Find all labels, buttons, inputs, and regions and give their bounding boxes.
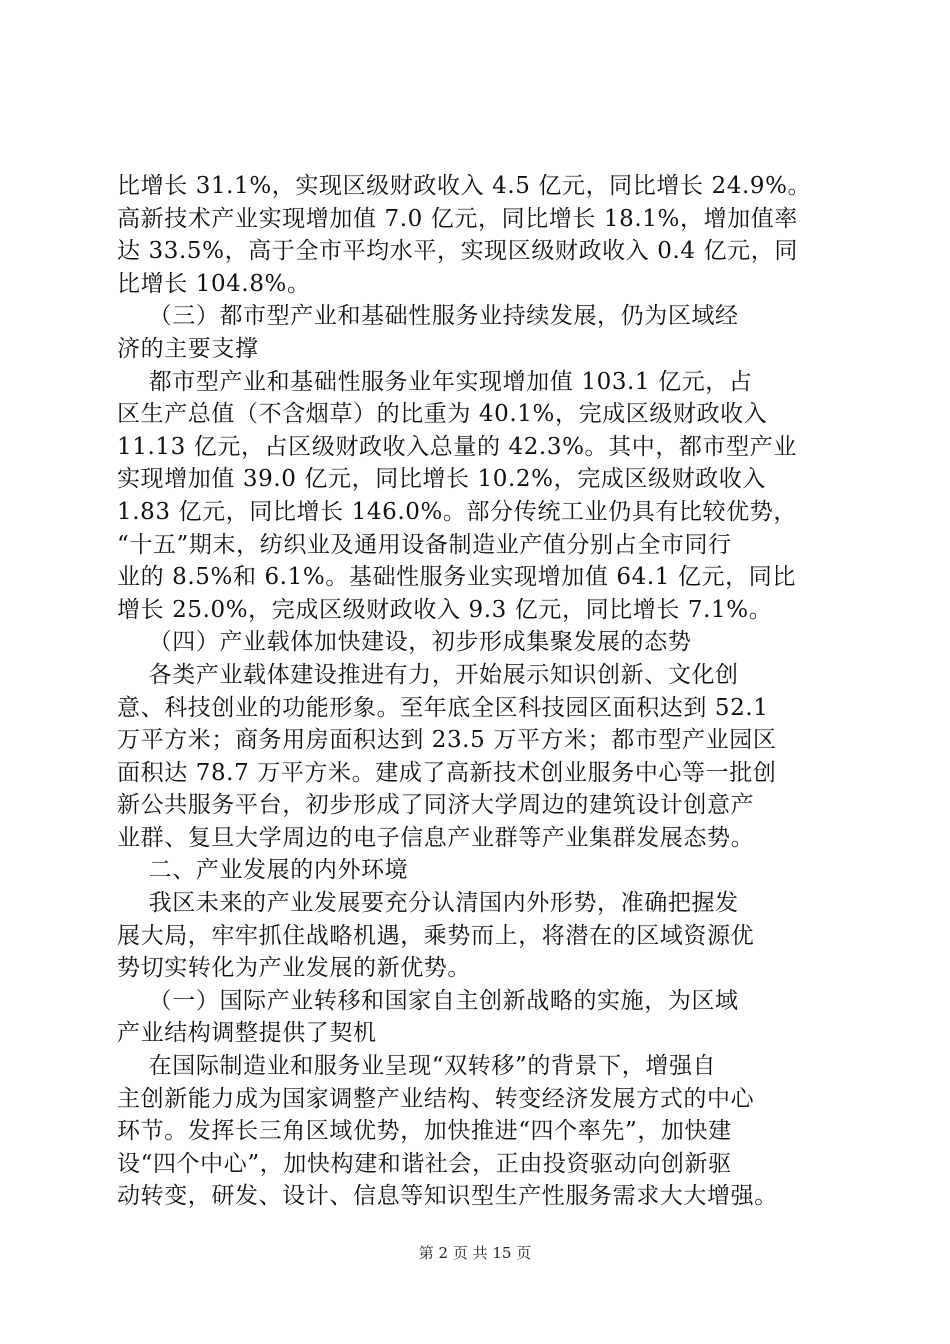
text-line: 意、科技创业的功能形象。至年底全区科技园区面积达到 52.1: [117, 694, 769, 721]
text-line: 业群、复旦大学周边的电子信息产业群等产业集群发展态势。: [117, 824, 755, 851]
text-line: 万平方米；商务用房面积达到 23.5 万平方米；都市型产业园区: [117, 727, 777, 754]
text-line: 区生产总值（不含烟草）的比重为 40.1%，完成区级财政收入: [117, 401, 768, 428]
text-line: 业的 8.5%和 6.1%。基础性服务业实现增加值 64.1 亿元，同比: [117, 564, 796, 591]
text-line: 势切实转化为产业发展的新优势。: [117, 955, 471, 982]
text-line: 新公共服务平台，初步形成了同济大学周边的建筑设计创意产: [117, 792, 755, 819]
text-line: 面积达 78.7 万平方米。建成了高新技术创业服务中心等一批创: [117, 759, 777, 786]
text-line: 展大局，牢牢抓住战略机遇，乘势而上，将潜在的区域资源优: [117, 922, 755, 949]
section-heading-line: 济的主要支撑: [117, 335, 259, 362]
section-heading-line: （三）都市型产业和基础性服务业持续发展，仍为区域经: [117, 303, 739, 330]
text-line: 比增长 104.8%。: [117, 270, 311, 297]
body-text: [117, 170, 837, 1213]
text-line: 动转变，研发、设计、信息等知识型生产性服务需求大大增强。: [117, 1183, 778, 1210]
text-line: 都市型产业和基础性服务业年实现增加值 103.1 亿元，占: [117, 368, 753, 395]
page-number-footer: 第 2 页 共 15 页: [418, 1244, 532, 1262]
text-line: 比增长 31.1%，实现区级财政收入 4.5 亿元，同比增长 24.9%。: [117, 173, 812, 199]
text-line: 设“四个中心”，加快构建和谐社会，正由投资驱动向创新驱: [117, 1150, 732, 1177]
text-line: 实现增加值 39.0 亿元，同比增长 10.2%，完成区级财政收入: [117, 466, 767, 493]
text-line: 11.13 亿元，占区级财政收入总量的 42.3%。其中，都市型产业: [117, 433, 797, 460]
section-heading-line: （四）产业载体加快建设，初步形成集聚发展的态势: [117, 629, 692, 656]
text-line: 各类产业载体建设推进有力，开始展示知识创新、文化创: [117, 661, 739, 688]
text-line: 达 33.5%，高于全市平均水平，实现区级财政收入 0.4 亿元，同: [117, 238, 798, 265]
section-heading-line: （一）国际产业转移和国家自主创新战略的实施，为区域: [117, 987, 739, 1014]
section-heading-line: 二、产业发展的内外环境: [117, 857, 409, 884]
text-line: 高新技术产业实现增加值 7.0 亿元，同比增长 18.1%，增加值率: [117, 205, 798, 232]
text-line: 增长 25.0%，完成区级财政收入 9.3 亿元，同比增长 7.1%。: [117, 596, 773, 623]
text-line: 环节。发挥长三角区域优势，加快推进“四个率先”，加快建: [117, 1118, 732, 1145]
text-line: 在国际制造业和服务业呈现“双转移”的背景下，增强自: [117, 1053, 717, 1080]
section-heading-line: 产业结构调整提供了契机: [117, 1020, 377, 1047]
text-line: 主创新能力成为国家调整产业结构、转变经济发展方式的中心: [117, 1085, 755, 1112]
text-line: 1.83 亿元，同比增长 146.0%。部分传统工业仍具有比较优势，: [117, 498, 797, 525]
text-line: 我区未来的产业发展要充分认清国内外形势，准确把握发: [117, 890, 739, 917]
text-line: “十五”期末，纺织业及通用设备制造业产值分别占全市同行: [117, 531, 732, 558]
